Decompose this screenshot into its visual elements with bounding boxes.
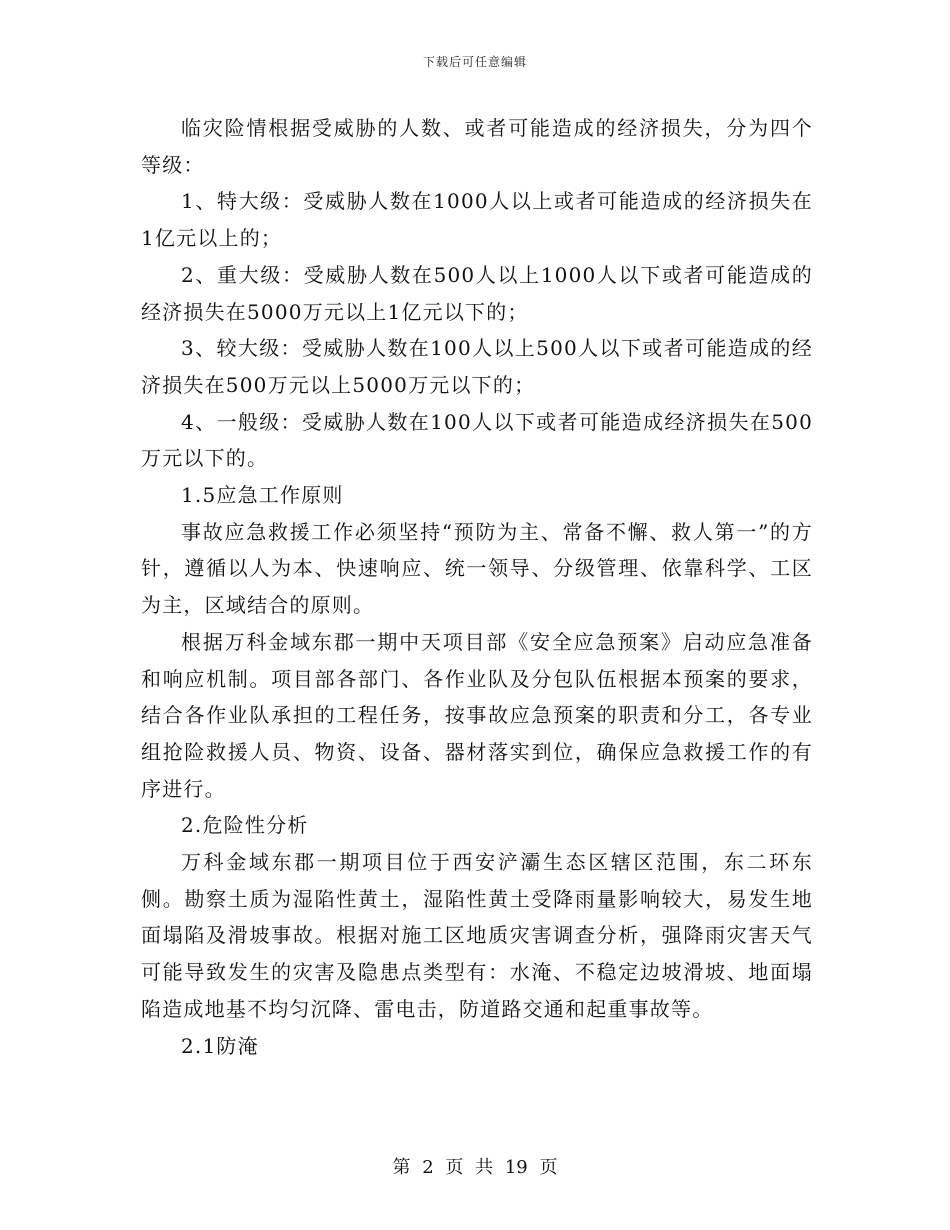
paragraph-level-2: 2、重大级：受威胁人数在500人以上1000人以下或者可能造成的经济损失在5000万元以上1亿元以下的； [141,262,813,324]
section-heading-2-1: 2.1防淹 [181,1033,259,1058]
section-heading-2: 2.危险性分析 [181,813,309,838]
paragraph-level-3: 3、较大级：受威胁人数在100人以上500人以下或者可能造成的经济损失在500万元以上5000万元以下的； [141,336,813,397]
paragraph-principles: 事故应急救援工作必须坚持“预防为主、常备不懈、救人第一”的方针，遵循以人为本、快速响应、统一领导、分级管理、依靠科学、工区为主，区域结合的原则。 [141,519,813,618]
section-heading-1-5: 1.5应急工作原则 [181,483,344,508]
page-footer: 第 2 页 共 19 页 [392,1157,558,1178]
page-header: 下载后可任意编辑 [422,55,527,69]
paragraph-level-1: 1、特大级：受威胁人数在1000人以上或者可能造成的经济损失在1亿元以上的； [141,189,813,251]
document-body [141,110,813,1064]
paragraph-response-mechanism: 根据万科金域东郡一期中天项目部《安全应急预案》启动应急准备和响应机制。项目部各部门、各作业队及分包队伍根据本预案的要求，结合各作业队承担的工程任务，按事故应急预案的职责和分工，各专业组抢险救援人员、物资、设备、器材落实到位，确保应急救援工作的有序进行。 [141,629,813,801]
paragraph-level-4: 4、一般级：受威胁人数在100人以下或者可能造成经济损失在500万元以下的。 [141,409,813,471]
paragraph-hazard-levels-intro: 临灾险情根据受威胁的人数、或者可能造成的经济损失，分为四个等级： [141,116,813,177]
paragraph-risk-analysis: 万科金域东郡一期项目位于西安浐灞生态区辖区范围，东二环东侧。勘察土质为湿陷性黄土，湿陷性黄土受降雨量影响较大，易发生地面塌陷及滑坡事故。根据对施工区地质灾害调查分析，强降雨灾害天气可能导致发生的灾害及隐患点类型有：水淹、不稳定边坡滑坡、地面塌陷造成地基不均匀沉降、雷电击，防道路交通和起重事故等。 [141,850,813,1021]
